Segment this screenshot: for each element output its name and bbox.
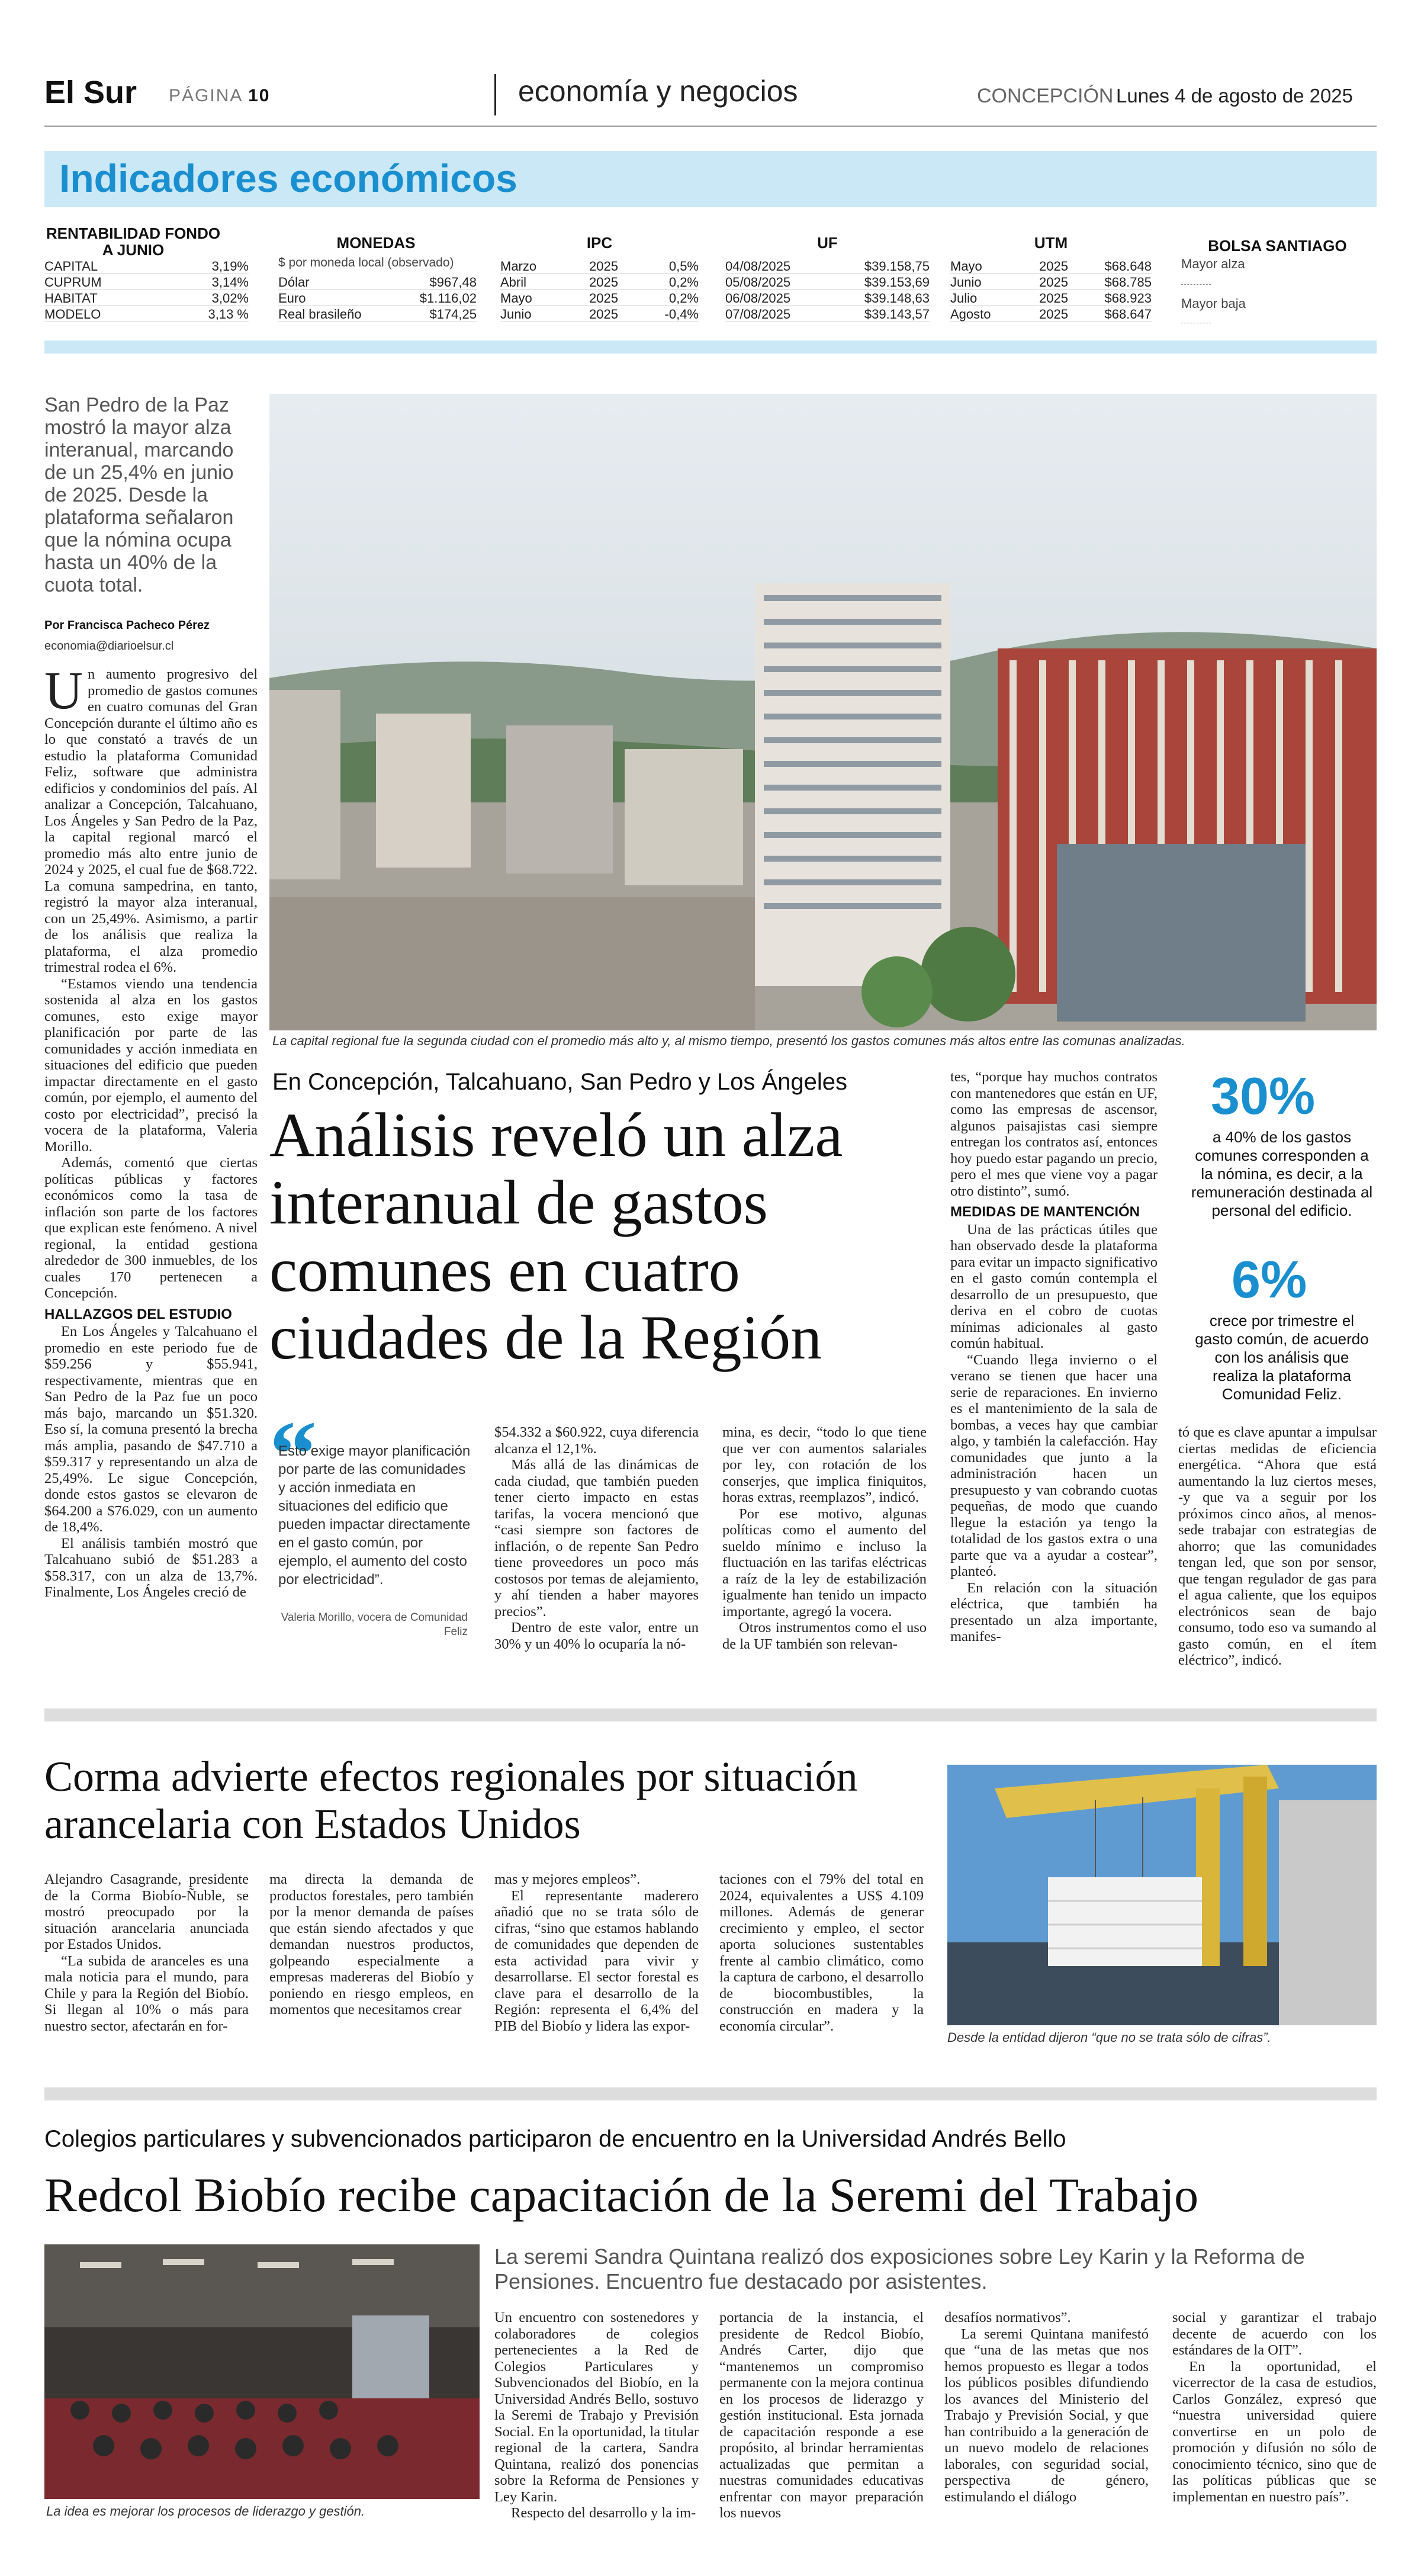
body-paragraph: mina, es decir, “todo lo que tiene que ver con aumentos salariales por ley, con rotación de los conserjes, que implica finiquitos, horas extras, reemplazos”, indicó. [722,1424,927,1505]
table-cell: HABITAT [44,291,98,306]
stat-number-30: 30% [1211,1067,1316,1125]
port-crane-photo [947,1765,1377,2025]
body-paragraph: En la oportunidad, el vicerrector de la casa de estudios, Carlos González, expresó que “nuestra universidad quiere convertirse en un polo de promoción y difusión no sólo de conocimiento técnico, sino que de las políticas públicas que se implementan en nuestro país”. [1172,2358,1377,2505]
table-cell: 2025 [1039,275,1068,290]
table-cell: 2025 [589,307,618,322]
lead-paragraph: En relación con la situación eléctrica, que también ha presentado un alza importante, manifes- [950,1579,1158,1644]
table-cell: Junio [500,307,532,322]
ipc-table [500,258,699,322]
lead-paragraph: tes, “porque hay muchos contratos con mantenedores que están en UF, como las empresas de ascensor, algunos paisajistas casi siempre entregan los contratos así, entonces hoy puedo estar pagando un precio, pero el mes que viene voy a pagar otro distinto”, sumó. [950,1069,1158,1199]
table-cell: $68.785 [1104,275,1152,290]
table-cell: 2025 [589,291,618,306]
table-cell: 2025 [1039,291,1068,306]
lead-paragraph: El análisis también mostró que Talcahuano subió de $51.283 a $58.317, con un alza de 13,7%. Finalmente, Los Ángeles creció de [44,1535,258,1600]
redcol-column-1 [494,2310,699,2540]
ipc-heading: IPC [586,234,613,252]
table-cell: Dólar [278,275,310,290]
table-row [278,306,477,322]
subhead-hallazgos: HALLAZGOS DEL ESTUDIO [44,1306,232,1322]
table-row [44,306,249,322]
stat-text-6: crece por trimestre el gasto común, de acuerdo con los análisis que realiza la plataforma Comunidad Feliz. [1195,1312,1369,1403]
monedas-table [278,274,477,322]
auditorium-photo [44,2244,480,2499]
body-paragraph: ma directa la demanda de productos forestales, pero también por la menor demanda de países que están siendo afectados y que demandan nuestros productos, golpeando especialmente a empresas madereras del Biobío y poniendo en riesgo empleos, en momentos que necesitamos crear [269,1871,474,2018]
indicators-bottom-band [44,341,1377,354]
newspaper-logo: El Sur [44,75,137,110]
header-rule [44,126,1377,127]
section-rule [44,2087,1377,2100]
table-cell: 3,19% [211,259,249,274]
body-paragraph: Dentro de este valor, entre un 30% y un 40% lo ocuparía la nó- [494,1620,699,1652]
table-cell: 3,13 % [208,307,249,322]
table-row [44,258,249,274]
body-paragraph: Más allá de las dinámicas de cada ciudad, que también pueden tener cierto impacto en estas tarifas, la vocera mencionó que “casi siempre son factores de inflación, o de repente San Pedro tiene proveedores un poco más costosos por temas de alejamiento, y ahí tienden a haber mayores precios”. [494,1457,699,1620]
body-paragraph: Alejandro Casagrande, presidente de la Corma Biobío-Ñuble, se mostró preocupado por la situación arancelaria anunciada por Estados Unidos. [44,1871,249,1952]
table-cell: $39.153,69 [864,275,930,290]
lead-paragraph: Además, comentó que ciertas políticas públicas y factores económicos como la tasa de inflación son parte de los factores que explican este fenómeno. A nivel regional, la entidad gestiona alrededor de 300 inmuebles, de los cuales 170 pertenecen a Concepción. [44,1155,258,1301]
uf-table [725,258,930,322]
city-skyline-illustration [269,394,1377,1030]
lead-paragraph: En Los Ángeles y Talcahuano el promedio en este periodo fue de $59.256 y $55.941, respectivamente, mientras que en San Pedro de la Paz fue un poco más bajo, marcando un $51.320. Eso sí, la comuna presentó la brecha más amplia, pasando de $47.710 a $59.317 y representando un alza de 25,49%. Le sigue Concepción, donde estos gastos se elevaron de $64.200 a $76.029, con un aumento de 18,4%. [44,1324,258,1535]
page-indicator [169,86,270,106]
drop-cap: U [44,666,83,720]
afp-table [44,258,249,322]
page-label: PÁGINA [169,86,242,105]
corma-column-2 [269,1871,474,2067]
table-row [500,290,699,306]
table-cell: -0,4% [664,307,699,322]
table-cell: Euro [278,291,306,306]
table-row [44,274,249,290]
table-cell: 06/08/2025 [725,291,791,306]
indicators-title: Indicadores económicos [59,156,517,200]
table-cell: Marzo [500,259,537,274]
corma-headline: Corma advierte efectos regionales por situación arancelaria con Estados Unidos [44,1753,858,1848]
lead-deck: San Pedro de la Paz mostró la mayor alza interanual, marcando de un 25,4% en junio de 2025. Desde la plataforma señalaron que la nómina ocupa hasta un 40% de la cuota total. [44,394,234,596]
table-cell: $1.116,02 [419,291,477,306]
subhead-medidas: MEDIDAS DE MANTENCIÓN [950,1204,1140,1220]
table-row [500,274,699,290]
table-cell: MODELO [44,307,101,322]
table-row [725,274,930,290]
monedas-heading: MONEDAS [336,234,416,252]
quote-mark-icon: “ [269,1401,317,1507]
table-cell: Real brasileño [278,307,362,322]
table-row [950,258,1152,274]
photo-caption: La idea es mejorar los procesos de liderazgo y gestión. [46,2504,365,2519]
bolsa-heading: BOLSA SANTIAGO [1208,237,1347,255]
table-cell: 2025 [589,259,618,274]
afp-heading: RENTABILIDAD FONDO A JUNIO [46,224,221,259]
table-row [950,290,1152,306]
table-cell: 07/08/2025 [725,307,791,322]
table-cell: 0,5% [668,259,699,274]
section-rule [44,1708,1377,1721]
page-number: 10 [248,86,271,105]
redcol-deck: La seremi Sandra Quintana realizó dos exposiciones sobre Ley Karin y la Reforma de Pensiones. Encuentro fue destacado por asistentes. [494,2244,1305,2294]
bolsa-mayor-baja: Mayor baja [1181,296,1246,311]
lead-paragraph: “Cuando llega invierno o el verano se tienen que hacer una serie de reparaciones. En invierno es el mantenimiento de la sala de bombas, a veces hay que cambiar algo, y también la calefacción. Hay comunidades que junto a la administración hacen un presupuesto y van cobrando cuotas pequeñas, de modo que cuando llegue la estación ya tengo la totalidad de los gastos extra o una parte que va a ayudar a costear”, planteó. [950,1351,1158,1579]
table-cell: $39.158,75 [864,259,930,274]
pull-quote-source: Valeria Morillo, vocera de Comunidad Feliz [281,1611,468,1638]
table-cell: Julio [950,291,978,306]
monedas-subheading: $ por moneda local (observado) [278,256,454,269]
body-paragraph: mas y mejores empleos”. [494,1871,641,1887]
lead-column-5 [950,1069,1158,1679]
table-row [500,258,699,274]
table-cell: Agosto [950,307,991,322]
table-row [278,274,477,290]
corma-column-1 [44,1871,249,2067]
photo-caption: Desde la entidad dijeron “que no se trata sólo de cifras”. [947,2030,1271,2045]
table-cell: Mayo [500,291,532,306]
body-paragraph: El representante maderero añadió que no se trata sólo de cifras, “sino que estamos hablando de comunidades que dependen de esta actividad para vivir y desarrollarse. El sector forestal es clave para el desarrollo de la Región: representa el 6,4% del PIB del Biobío y lidera las expor- [494,1887,699,2034]
table-cell: CUPRUM [44,275,102,290]
corma-column-3 [494,1871,699,2067]
redcol-column-4 [1172,2310,1377,2540]
uf-heading: UF [817,234,838,252]
stat-number-6: 6% [1232,1250,1307,1309]
body-paragraph: desafíos normativos”. [944,2310,1071,2326]
table-cell: CAPITAL [44,259,98,274]
table-cell: $68.647 [1104,307,1152,322]
table-cell: 0,2% [668,275,699,290]
redcol-column-3 [944,2310,1149,2540]
body-paragraph: $54.332 a $60.922, cuya diferencia alcanza el 12,1%. [494,1424,699,1457]
body-paragraph: Un encuentro con sostenedores y colaboradores de colegios pertenecientes a la Red de Colegios Particulares y Subvencionados del Biobío, en la Universidad Andrés Bello, sostuvo la Seremi de Trabajo y Previsión Social. En la oportunidad, la titular regional de la cartera, Sandra Quintana, realizó dos ponencias sobre la Reforma de Pensiones y Ley Karin. [494,2310,699,2505]
city-label: CONCEPCIÓN [977,85,1114,107]
body-paragraph: La seremi Quintana manifestó que “una de las metas que nos hemos propuesto es llegar a todos los públicos posibles difundiendo los avances del Ministerio del Trabajo y Previsión Social, y que han contribuido a la generación de un nuevo modelo de relaciones laborales, con seguridad social, perspectiva de género, estimulando el diálogo [944,2326,1149,2505]
bolsa-placeholder-line [1181,284,1211,285]
lead-column-1 [44,666,258,1685]
lead-paragraph: “Estamos viendo una tendencia sostenida al alza en los gastos comunes, esto exige mayor planificación por parte de las comunidades y acción inmediata en situaciones del edificio que pueden impactar directamente en el gasto común, por ejemplo, el aumento del costo por electricidad”, precisó la vocera de la plataforma, Valeria Morillo. [44,975,258,1155]
bolsa-mayor-alza: Mayor alza [1181,256,1245,271]
body-paragraph: Otros instrumentos como el uso de la UF también son relevan- [722,1620,927,1652]
table-row [44,290,249,306]
lead-paragraph: n aumento progresivo del promedio de gastos comunes en cuatro comunas del Gran Concepción durante el último año es lo que constató a través de un estudio la plataforma Comunidad Feliz, software que administra edificios y condominios del país. Al analizar a Concepción, Talcahuano, Los Ángeles y San Pedro de la Paz, la capital regional marcó el promedio más alto entre junio de 2024 y 2025, el cual fue de $68.722. La comuna sampedrina, en tanto, registró la mayor alza interanual, con un 25,49%. Asimismo, a partir de los análisis que realiza la plataforma, el alza promedio trimestral rodea el 6%. [44,666,258,975]
table-cell: 05/08/2025 [725,275,791,290]
table-row [725,306,930,322]
table-cell: $68.648 [1104,259,1152,274]
lead-headline: Análisis reveló un alza interanual de gastos comunes en cuatro ciudades de la Región [269,1100,843,1372]
table-cell: Junio [950,275,982,290]
table-cell: 2025 [589,275,618,290]
section-title: economía y negocios [518,75,798,108]
corma-column-4 [719,1871,924,2067]
header-divider [494,74,496,115]
table-cell: $967,48 [429,275,477,290]
table-row [950,274,1152,290]
table-cell: 2025 [1039,307,1068,322]
lead-column-6 [1178,1424,1377,1679]
body-paragraph: Por ese motivo, algunas políticas como el aumento del sueldo mínimo e incluso la fluctuación en las tarifas eléctricas a raíz de la ley de estabilización igualmente han tenido un impacto importante, agregó la vocera. [722,1505,927,1620]
table-cell: $68.923 [1104,291,1152,306]
masthead [44,74,1377,121]
lead-column-3 [494,1424,699,1679]
lead-paragraph: tó que es clave apuntar a impulsar ciertas medidas de eficiencia energética. “Ahora que está aumentando la luz ciertos meses, -y que va a seguir por los próximos cinco años, al menos- sede trabajar con estrategias de ahorro; que las comunidades tengan led, que son por sensor, que tengan regulador de gas para el agua caliente, que los equipos electrónicos sean de bajo consumo, todo eso va sumando al gasto común, en el ítem eléctrico”, indicó. [1178,1424,1377,1668]
utm-heading: UTM [1034,234,1068,252]
table-row [278,290,477,306]
byline: Por Francisca Pacheco Pérez [44,619,210,632]
table-cell: Mayo [950,259,982,274]
table-cell: $174,25 [429,307,477,322]
table-cell: 2025 [1039,259,1068,274]
redcol-headline: Redcol Biobío recibe capacitación de la Seremi del Trabajo [44,2168,1199,2222]
table-cell: $39.143,57 [864,307,930,322]
byline-email: economia@diarioelsur.cl [44,640,174,653]
body-paragraph: social y garantizar el trabajo decente de acuerdo con los estándares de la OIT”. [1172,2310,1377,2358]
table-row [950,306,1152,322]
lead-paragraph: Una de las prácticas útiles que han observado desde la plataforma para evitar un impacto significativo en el gasto común contempla el desarrollo de un presupuesto, que deriva en el cobro de cuotas mínimas adicionales al gasto común habitual. [950,1221,1158,1351]
table-cell: 3,14% [211,275,249,290]
city-skyline-photo [269,394,1377,1030]
port-crane-illustration [947,1765,1377,2025]
redcol-kicker: Colegios particulares y subvencionados participaron de encuentro en la Universidad Andrés Bello [44,2126,1066,2152]
pull-quote: Esto exige mayor planificación por parte de las comunidades y acción inmediata en situaciones del edificio que pueden impactar directamente en el gasto común, por ejemplo, el aumento del costo por electricidad”. [278,1443,471,1588]
auditorium-illustration [44,2244,480,2499]
body-paragraph: Respecto del desarrollo y la im- [511,2505,696,2521]
table-cell: $39.148,63 [864,291,930,306]
issue-date: Lunes 4 de agosto de 2025 [1116,85,1354,107]
table-row [500,306,699,322]
table-cell: Abril [500,275,527,290]
table-cell: 04/08/2025 [725,259,791,274]
utm-table [950,258,1152,322]
table-row [725,258,930,274]
body-paragraph: taciones con el 79% del total en 2024, equivalentes a US$ 4.109 millones. Además de generar crecimiento y empleo, el sector aporta soluciones sustentables frente al cambio climático, como la captura de carbono, el desarrollo de biocombustibles, la construcción en madera y la economía circular”. [719,1871,924,2034]
lead-column-4 [722,1424,927,1679]
table-cell: 3,02% [211,291,249,306]
photo-caption: La capital regional fue la segunda ciudad con el promedio más alto y, al mismo tiempo, presentó los gastos comunes más altos entre las comunas analizadas. [272,1033,1185,1048]
table-cell: 0,2% [668,291,699,306]
redcol-column-2 [719,2310,924,2540]
table-row [725,290,930,306]
lead-kicker: En Concepción, Talcahuano, San Pedro y Los Ángeles [272,1069,848,1095]
body-paragraph: portancia de la instancia, el presidente de Redcol Biobío, Andrés Carter, dijo que “mantenemos un compromiso permanente con la mejora continua en los procesos de liderazgo y gestión institucional. Esta jornada de capacitación responde a ese propósito, al brindar herramientas actualizadas que permitan a nuestras comunidades educativas enfrentar con mayor preparación los nuevos [719,2310,924,2521]
body-paragraph: “La subida de aranceles es una mala noticia para el mundo, para Chile y para la Región del Biobío. Si llegan al 10% o más para nuestro sector, afectarán en for- [44,1952,249,2034]
stat-text-30: a 40% de los gastos comunes corresponden a la nómina, es decir, a la remuneración destinada al personal del edificio. [1191,1128,1373,1219]
indicators-banner [44,151,1377,207]
